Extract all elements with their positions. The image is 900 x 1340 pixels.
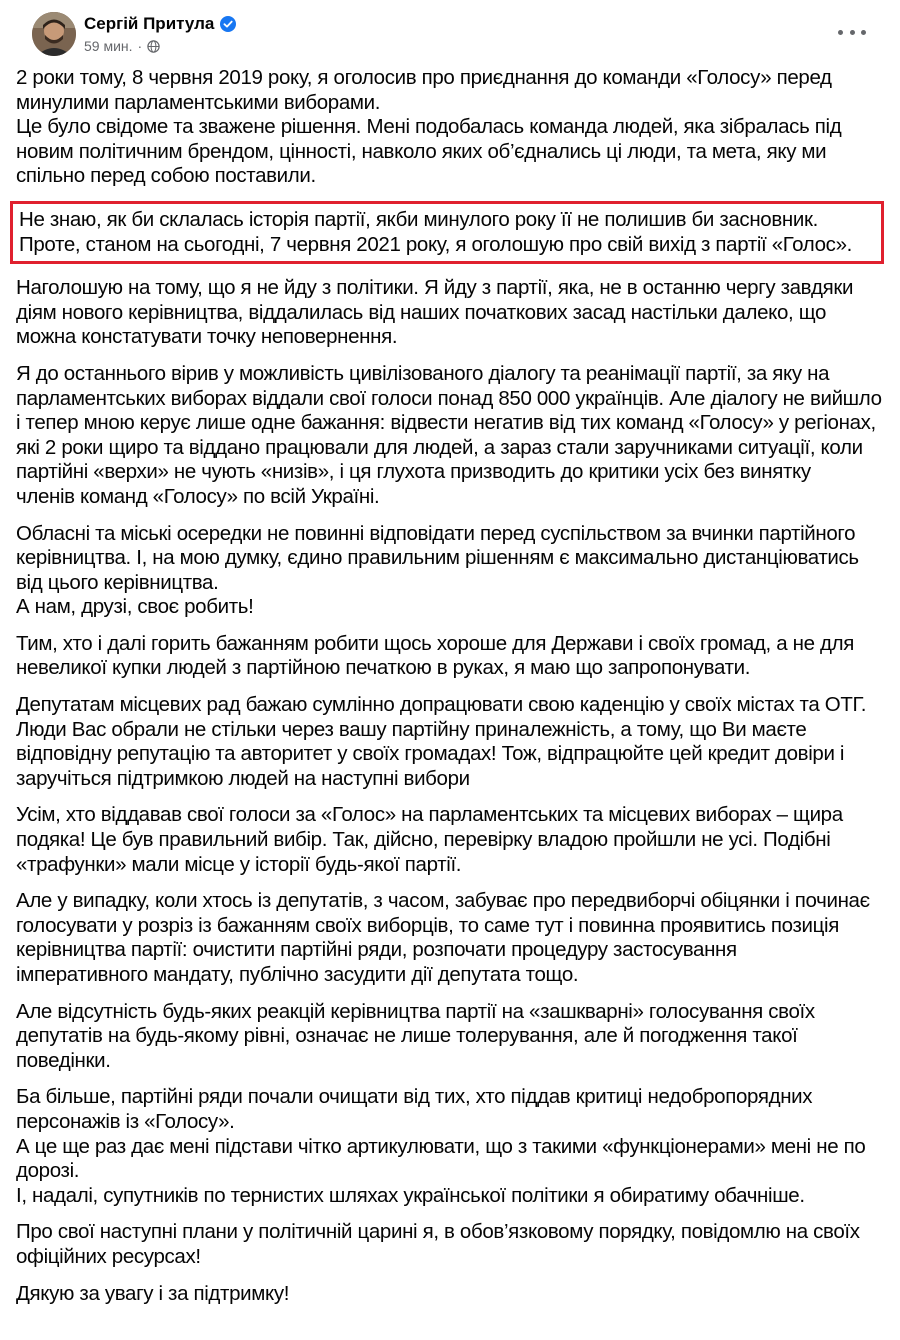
paragraph-line: діям нового керівництва, віддалилась від наших початкових засад настільки далеко, що — [16, 300, 827, 324]
post-paragraph — [16, 1282, 888, 1307]
post-paragraph — [16, 889, 888, 987]
avatar[interactable] — [32, 12, 76, 56]
paragraph-line: парламентських виборах віддали свої голоси понад 850 000 українців. Але діалогу не вийшло — [16, 386, 882, 410]
paragraph-line: поведінки. — [16, 1048, 111, 1072]
meta-separator: · — [137, 38, 143, 54]
paragraph-line: Усім, хто віддавав свої голоси за «Голос» на парламентських та місцевих виборах – щира — [16, 803, 843, 827]
paragraph-line: Наголошую на тому, що я не йду з політики. Я йду з партії, яка, не в останню чергу завдяки — [16, 276, 854, 300]
paragraph-line: голосувати у розріз із бажанням своїх виборців, то саме тут і повинна проявитись позиція — [16, 913, 839, 937]
paragraph-line: Але відсутність будь-яких реакцій керівництва партії на «зашкварні» голосування своїх — [16, 999, 815, 1023]
paragraph-line: Проте, станом на сьогодні, 7 червня 2021 року, я оголошую про свій вихід з партії «Голос». — [19, 232, 852, 256]
paragraph-line: персонажів із «Голосу». — [16, 1109, 235, 1133]
paragraph-line: керівництва партії: очистити партійні ряди, розпочати процедуру застосування — [16, 938, 737, 962]
paragraph-line: відповідну репутацію та авторитет у своїх громадах! Тож, відпрацюйте цей кредит довіри і — [16, 742, 845, 766]
post-body — [16, 66, 888, 1306]
paragraph-line: дорозі. — [16, 1159, 80, 1183]
post-time[interactable]: 59 мин. — [84, 38, 133, 54]
author-block — [84, 13, 236, 54]
post-paragraph — [16, 693, 888, 791]
paragraph-line: від цього керівництва. — [16, 570, 219, 594]
paragraph-line: Ба більше, партійні ряди почали очищати від тих, хто піддав критиці недобропорядних — [16, 1085, 813, 1109]
paragraph-line: депутатів на будь-якому рівні, означає не лише толерування, але й погодження такої — [16, 1024, 798, 1048]
verified-badge-icon — [220, 16, 236, 32]
paragraph-line: «трафунки» мали місце у історії будь-якої партії. — [16, 852, 462, 876]
paragraph-line: партійні «верхи» не чують «низів», і ця глухота призводить до критики усіх без винятку — [16, 460, 811, 484]
more-dot — [861, 30, 866, 35]
paragraph-line: Обласні та міські осередки не повинні відповідати перед суспільством за вчинки партійного — [16, 521, 856, 545]
paragraph-line: Тим, хто і далі горить бажанням робити щось хороше для Держави і своїх громад, а не для — [16, 631, 854, 655]
post-paragraph — [16, 632, 888, 681]
paragraph-line: А це ще раз дає мені підстави чітко артикулювати, що з такими «функціонерами» мені не по — [16, 1134, 866, 1158]
paragraph-line: заручіться підтримкою людей на наступні вибори — [16, 766, 470, 790]
more-options-icon[interactable] — [838, 22, 866, 42]
paragraph-line: імперативного мандату, публічно засудити дії депутата тощо. — [16, 963, 579, 986]
paragraph-line: членів команд «Голосу» по всій Україні. — [16, 484, 380, 508]
more-dot — [838, 30, 843, 35]
paragraph-line: І, надалі, супутників по тернистих шляхах української політики я обиратиму обачніше. — [16, 1183, 805, 1207]
paragraph-line: Не знаю, як би склалась історія партії, якби минулого року її не полишив би засновник. — [19, 207, 818, 231]
post-paragraph — [16, 1220, 888, 1269]
post-paragraph — [16, 1000, 888, 1074]
paragraph-line: Але у випадку, коли хтось із депутатів, з часом, забуває про передвиборчі обіцянки і починає — [16, 889, 870, 913]
more-dot — [850, 30, 855, 35]
paragraph-line: 2 роки тому, 8 червня 2019 року, я оголосив про приєднання до команди «Голосу» перед — [16, 66, 832, 89]
post-paragraph — [16, 276, 888, 350]
post-meta — [84, 38, 236, 54]
paragraph-line: і тепер мною керує лише одне бажання: відвести негатив від тих команд «Голосу» у регіонах, — [16, 411, 876, 435]
paragraph-line: новим політичним брендом, цінності, навколо яких об’єднались ці люди, та мета, яку ми — [16, 139, 827, 163]
paragraph-line: Я до останнього вірив у можливість цивілізованого діалогу та реанімації партії, за яку на — [16, 361, 830, 385]
paragraph-line: подяка! Це був правильний вибір. Так, дійсно, перевірку владою пройшли не усі. Подібні — [16, 828, 831, 852]
globe-icon[interactable] — [147, 40, 160, 53]
paragraph-line: офіційних ресурсах! — [16, 1244, 201, 1268]
post-paragraph — [16, 362, 888, 510]
post-paragraph — [16, 66, 888, 189]
paragraph-line: минулими парламентськими виборами. — [16, 90, 381, 114]
paragraph-line: Дякую за увагу і за підтримку! — [16, 1281, 290, 1305]
author-name[interactable]: Сергій Притула — [84, 14, 215, 33]
paragraph-line: можна констатувати точку неповернення. — [16, 325, 398, 349]
paragraph-line: невеликої купки людей з партійною печаткою в руках, я маю що запропонувати. — [16, 656, 751, 680]
post-paragraph — [16, 522, 888, 620]
author-row — [84, 13, 236, 35]
paragraph-line: Люди Вас обрали не стільки через вашу партійну приналежність, а тому, що Ви маєте — [16, 717, 807, 741]
post-header — [16, 0, 888, 66]
paragraph-line: Це було свідоме та зважене рішення. Мені подобалась команда людей, яка зібралась під — [16, 115, 842, 139]
highlighted-paragraph — [10, 201, 884, 264]
post-paragraph — [16, 803, 888, 877]
post-paragraph — [16, 1085, 888, 1208]
paragraph-line: А нам, друзі, своє робить! — [16, 595, 254, 619]
paragraph-line: які 2 роки щиро та віддано працювали для людей, а зараз стали заручниками ситуації, коли — [16, 435, 863, 459]
paragraph-line: Депутатам місцевих рад бажаю сумлінно допрацювати свою каденцію у своїх містах та ОТГ. — [16, 693, 867, 717]
paragraph-line: Про свої наступні плани у політичній царині я, в обов’язковому порядку, повідомлю на своїх — [16, 1220, 860, 1244]
paragraph-line: керівництва. І, на мою думку, єдино правильним рішенням є максимально дистанціюватись — [16, 546, 859, 570]
paragraph-line: спільно перед собою поставили. — [16, 164, 316, 188]
